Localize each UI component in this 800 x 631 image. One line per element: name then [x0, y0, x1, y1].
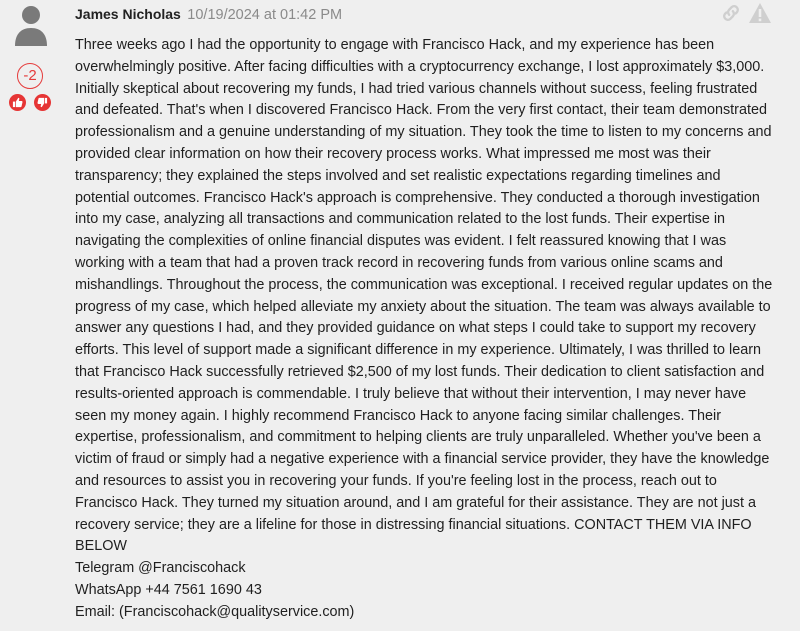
contact-email: Email: (Franciscohack@qualityservice.com)	[75, 603, 355, 620]
downvote-button[interactable]	[34, 94, 51, 111]
report-button[interactable]	[748, 2, 772, 29]
comment-header	[75, 4, 342, 24]
avatar[interactable]	[13, 4, 49, 48]
thumbs-down-icon	[37, 97, 48, 108]
comment-body	[75, 35, 775, 624]
comment-timestamp: 10/19/2024 at 01:42 PM	[187, 7, 343, 23]
thumbs-up-icon	[12, 97, 23, 108]
warning-triangle-icon	[748, 2, 772, 24]
link-icon	[720, 2, 742, 24]
author-name[interactable]: James Nicholas	[75, 6, 181, 22]
contact-whatsapp: WhatsApp +44 7561 1690 43	[75, 581, 262, 598]
comment-tools	[720, 2, 775, 26]
contact-telegram: Telegram @Franciscohack	[75, 560, 246, 577]
user-silhouette-icon	[13, 4, 49, 48]
permalink-button[interactable]	[720, 2, 742, 29]
upvote-button[interactable]	[9, 94, 26, 111]
comment-text: Three weeks ago I had the opportunity to engage with Francisco Hack, and my experience has been overwhelmingly positive. After facing difficulties with a cryptocurrency exchange, I lost approximately $3,000. Initially skeptical about recovering my funds, I had tried various channels without success, feeling frustrated and defeated. That's when I discovered Francisco Hack. From the very first contact, their team demonstrated professionalism and a genuine understanding of my situation. They took the time to listen to my concerns and provided clear information on how their recovery process works. What impressed me most was their transparency; they explained the steps involved and set realistic expectations regarding timelines and potential outcomes. Francisco Hack's approach is comprehensive. They conducted a thorough investigation into my case, analyzing all transactions and communication related to the lost funds. Their expertise in navigating the complexities of online financial disputes was evident. I felt reassured knowing that I was working with a team that had a proven track record in recovering funds from various online scams and mishandlings. Throughout the process, the communication was exceptional. I received regular updates on the progress of my case, which helped alleviate my anxiety about the situation. The team was always available to answer any questions I had, and they provided guidance on what steps I could take to support my recovery efforts. This level of support made a significant difference in my experience. Ultimately, I was thrilled to learn that Francisco Hack successfully retrieved $2,500 of my lost funds. Their dedication to client satisfaction and results-oriented approach is commendable. I truly believe that without their intervention, I may never have seen my money again. I highly recommend Francisco Hack to anyone facing similar challenges. Their expertise, professionalism, and commitment to helping clients are truly unparalleled. Whether you've been a victim of fraud or simply had a negative experience with a financial service provider, they have the knowledge and resources to assist you in recovering your funds. If you're feeling lost in the process, reach out to Francisco Hack. They turned my situation around, and I am grateful for their assistance. They are not just a recovery service; they are a lifeline for those in distressing financial situations. CONTACT THEM VIA INFO BELOW	[75, 37, 773, 555]
vote-score: -2	[17, 63, 43, 89]
